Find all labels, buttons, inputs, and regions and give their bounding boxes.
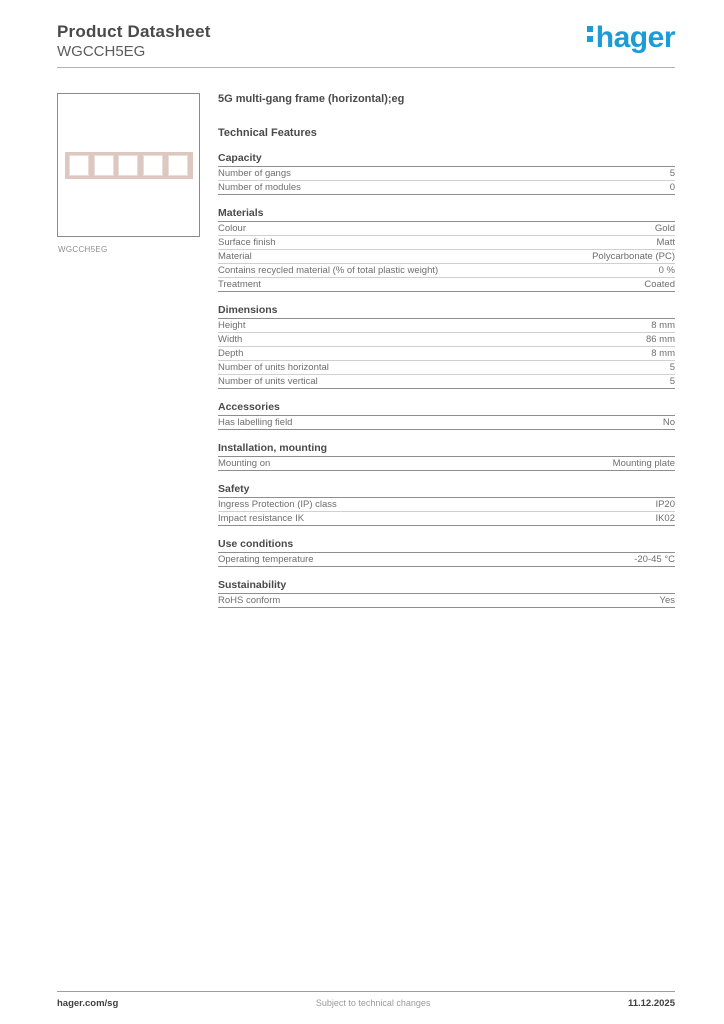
spec-sections [218, 152, 675, 608]
spec-label: Width [218, 334, 243, 345]
spec-label: Height [218, 320, 246, 331]
spec-row [218, 416, 675, 430]
spec-label: Ingress Protection (IP) class [218, 499, 337, 510]
footer [57, 998, 675, 1009]
hager-logo [587, 21, 675, 54]
spec-value: 86 mm [645, 334, 675, 345]
spec-value: IK02 [655, 513, 675, 524]
spec-row [218, 457, 675, 471]
spec-row [218, 222, 675, 236]
spec-label: Has labelling field [218, 417, 293, 428]
spec-value: 5 [669, 376, 675, 387]
spec-value: IP20 [655, 499, 675, 510]
spec-row [218, 375, 675, 389]
product-image-caption: WGCCH5EG [58, 245, 108, 254]
logo-colon-icon [587, 26, 593, 42]
spec-value: 0 [669, 182, 675, 193]
spec-label: Treatment [218, 279, 261, 290]
spec-column [218, 93, 675, 608]
spec-label: Contains recycled material (% of total plastic weight) [218, 265, 439, 276]
product-image [57, 93, 200, 237]
spec-value: Yes [659, 595, 675, 606]
gang-frame-illustration [65, 152, 193, 179]
spec-section-safety [218, 483, 675, 526]
spec-row [218, 361, 675, 375]
spec-section-materials [218, 207, 675, 292]
product-title: 5G multi-gang frame (horizontal);eg [218, 93, 405, 105]
gang-opening [143, 155, 163, 176]
footer-website-link[interactable]: hager.com/sg [57, 998, 119, 1009]
spec-row [218, 498, 675, 512]
spec-value: 8 mm [651, 320, 675, 331]
product-code: WGCCH5EG [57, 43, 146, 60]
spec-label: Number of gangs [218, 168, 291, 179]
spec-label: Surface finish [218, 237, 276, 248]
spec-label: Operating temperature [218, 554, 314, 565]
spec-row [218, 512, 675, 526]
footer-notice: Subject to technical changes [315, 998, 431, 1008]
spec-section-title: Safety [218, 483, 675, 498]
spec-row [218, 264, 675, 278]
spec-section-title: Materials [218, 207, 675, 222]
spec-value: 8 mm [651, 348, 675, 359]
gang-opening [94, 155, 114, 176]
spec-section-title: Use conditions [218, 538, 675, 553]
spec-row [218, 250, 675, 264]
gang-opening [69, 155, 89, 176]
spec-value: Gold [654, 223, 675, 234]
spec-value: Coated [644, 279, 675, 290]
logo-text: hager [595, 21, 675, 54]
spec-label: Material [218, 251, 252, 262]
spec-label: Depth [218, 348, 244, 359]
spec-value: 5 [669, 362, 675, 373]
spec-row [218, 594, 675, 608]
header-divider [57, 67, 675, 68]
spec-section-title: Accessories [218, 401, 675, 416]
spec-value: Matt [656, 237, 675, 248]
spec-value: -20-45 °C [634, 554, 675, 565]
spec-row [218, 347, 675, 361]
spec-value: No [662, 417, 675, 428]
spec-value: Mounting plate [612, 458, 675, 469]
spec-row [218, 333, 675, 347]
footer-date: 11.12.2025 [627, 998, 675, 1009]
spec-value: Polycarbonate (PC) [592, 251, 675, 262]
spec-label: Colour [218, 223, 246, 234]
spec-section-dimensions [218, 304, 675, 389]
gang-opening [168, 155, 188, 176]
spec-row [218, 181, 675, 195]
spec-value: 5 [669, 168, 675, 179]
spec-label: RoHS conform [218, 595, 281, 606]
spec-label: Mounting on [218, 458, 271, 469]
spec-section-installation-mounting [218, 442, 675, 471]
spec-section-title: Dimensions [218, 304, 675, 319]
spec-section-title: Sustainability [218, 579, 675, 594]
spec-value: 0 % [658, 265, 675, 276]
spec-section-title: Installation, mounting [218, 442, 675, 457]
spec-label: Impact resistance IK [218, 513, 305, 524]
spec-section-title: Capacity [218, 152, 675, 167]
spec-row [218, 167, 675, 181]
footer-divider [57, 991, 675, 992]
page-title: Product Datasheet [57, 22, 211, 41]
spec-row [218, 236, 675, 250]
spec-section-capacity [218, 152, 675, 195]
spec-row [218, 553, 675, 567]
spec-section-accessories [218, 401, 675, 430]
spec-section-use-conditions [218, 538, 675, 567]
spec-row [218, 278, 675, 292]
technical-features-heading: Technical Features [218, 127, 317, 139]
spec-label: Number of units horizontal [218, 362, 329, 373]
gang-opening [118, 155, 138, 176]
spec-row [218, 319, 675, 333]
spec-label: Number of units vertical [218, 376, 318, 387]
spec-section-sustainability [218, 579, 675, 608]
spec-label: Number of modules [218, 182, 301, 193]
